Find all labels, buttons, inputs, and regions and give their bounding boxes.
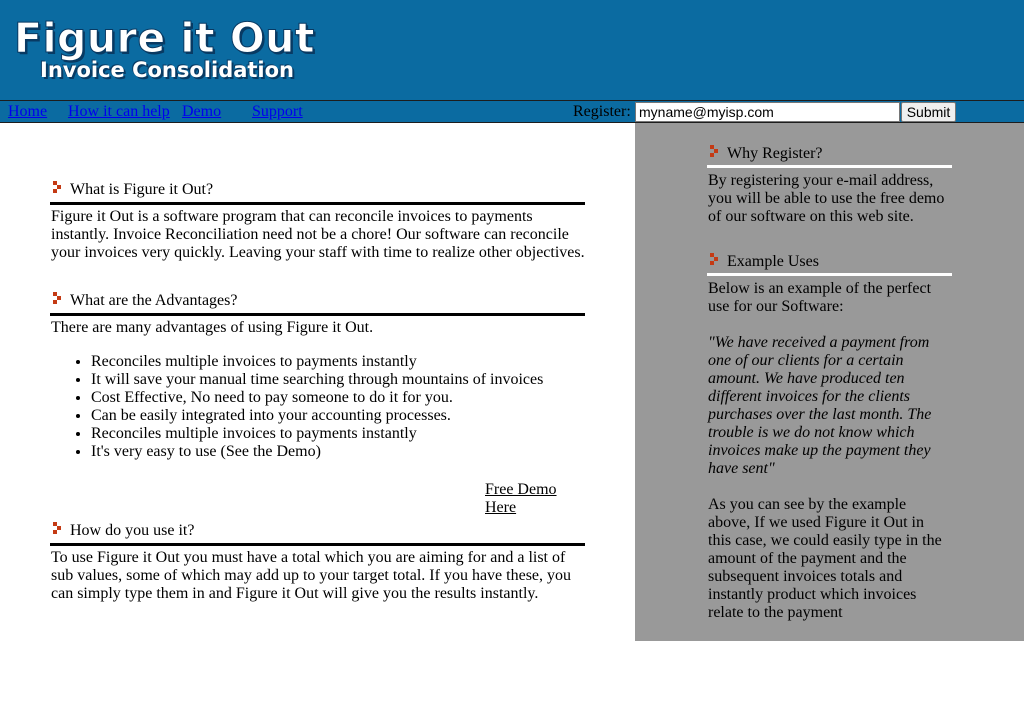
list-item: • Cost Effective, No need to pay someone to do it for you. [91,389,631,407]
list-item: • Reconciles multiple invoices to payments instantly [91,425,631,443]
example-quote-text: "We have received a payment from one of our clients for a certain amount. We have produced ten different invoices for the clients purchases over the last month. The trouble is we do not know which invoices make up the payment they have sent" [708,334,932,477]
bullet-squares-icon [710,253,723,267]
advantages-list [51,353,631,461]
nav-link-home[interactable]: Home [8,103,48,120]
section-heading-text: What are the Advantages? [70,292,238,309]
section-divider [50,313,585,316]
nav-link-how-it-can-help[interactable]: How it can help [68,103,170,120]
sidebar-heading-text: Example Uses [727,253,819,270]
bullet-squares-icon [53,522,66,536]
free-demo-link[interactable]: Free Demo Here [485,481,557,516]
bullet-squares-icon [710,145,723,159]
bullet-squares-icon [53,181,66,195]
demo-link-wrap [485,481,565,517]
section-body-how-to-use: To use Figure it Out you must have a total which you are aiming for and a list of sub values, some of which may add up to your target total. If you have these, you can simply type them in and Figure it Out will give you the results instantly. [51,549,572,602]
section-body-what-is: Figure it Out is a software program that can reconcile invoices to payments instantly. Invoice Reconciliation need not be a chore! Our software can reconcile your invoices very quickly. Leaving your staff with time to realize other objectives. [51,208,585,261]
register-label: Register: [573,103,631,120]
sidebar-quote [708,334,948,478]
sidebar-conclusion: As you can see by the example above, If we used Figure it Out in this case, we could easily type in the amount of the payment and the subsequent invoices totals and instantly product which invoices relate to the payment [708,496,942,621]
section-heading-what-is [53,180,213,200]
section-body-advantages: There are many advantages of using Figure it Out. [51,319,374,336]
list-item: • Can be easily integrated into your accounting processes. [91,407,631,425]
section-heading-how-to-use [53,521,194,541]
sidebar-divider [707,165,952,168]
section-divider [50,543,585,546]
list-item: • It's very easy to use (See the Demo) [91,443,631,461]
list-item: • It will save your manual time searching through mountains of invoices [91,371,631,389]
nav-bar [0,100,1024,123]
sidebar-heading-example-uses [710,252,819,272]
sidebar-heading-why-register [710,144,823,164]
section-heading-advantages [53,291,237,311]
submit-button[interactable]: Submit [901,102,956,122]
sidebar-intro: Below is an example of the perfect use for our Software: [708,280,932,315]
section-heading-text: What is Figure it Out? [70,181,214,198]
logo-title: Figure it Out [14,14,315,62]
sidebar-heading-text: Why Register? [727,145,823,162]
section-heading-text: How do you use it? [70,522,195,539]
section-divider [50,202,585,205]
sidebar-divider [707,273,952,276]
bullet-squares-icon [53,292,66,306]
nav-link-support[interactable]: Support [252,103,303,120]
site-header [0,0,1024,100]
register-email-input[interactable] [635,102,900,122]
sidebar-body-why-register: By registering your e-mail address, you will be able to use the free demo of our software on this web site. [708,172,945,225]
list-item: • Reconciles multiple invoices to payments instantly [91,353,631,371]
logo-subtitle: Invoice Consolidation [40,58,295,82]
nav-link-demo[interactable]: Demo [182,103,222,120]
